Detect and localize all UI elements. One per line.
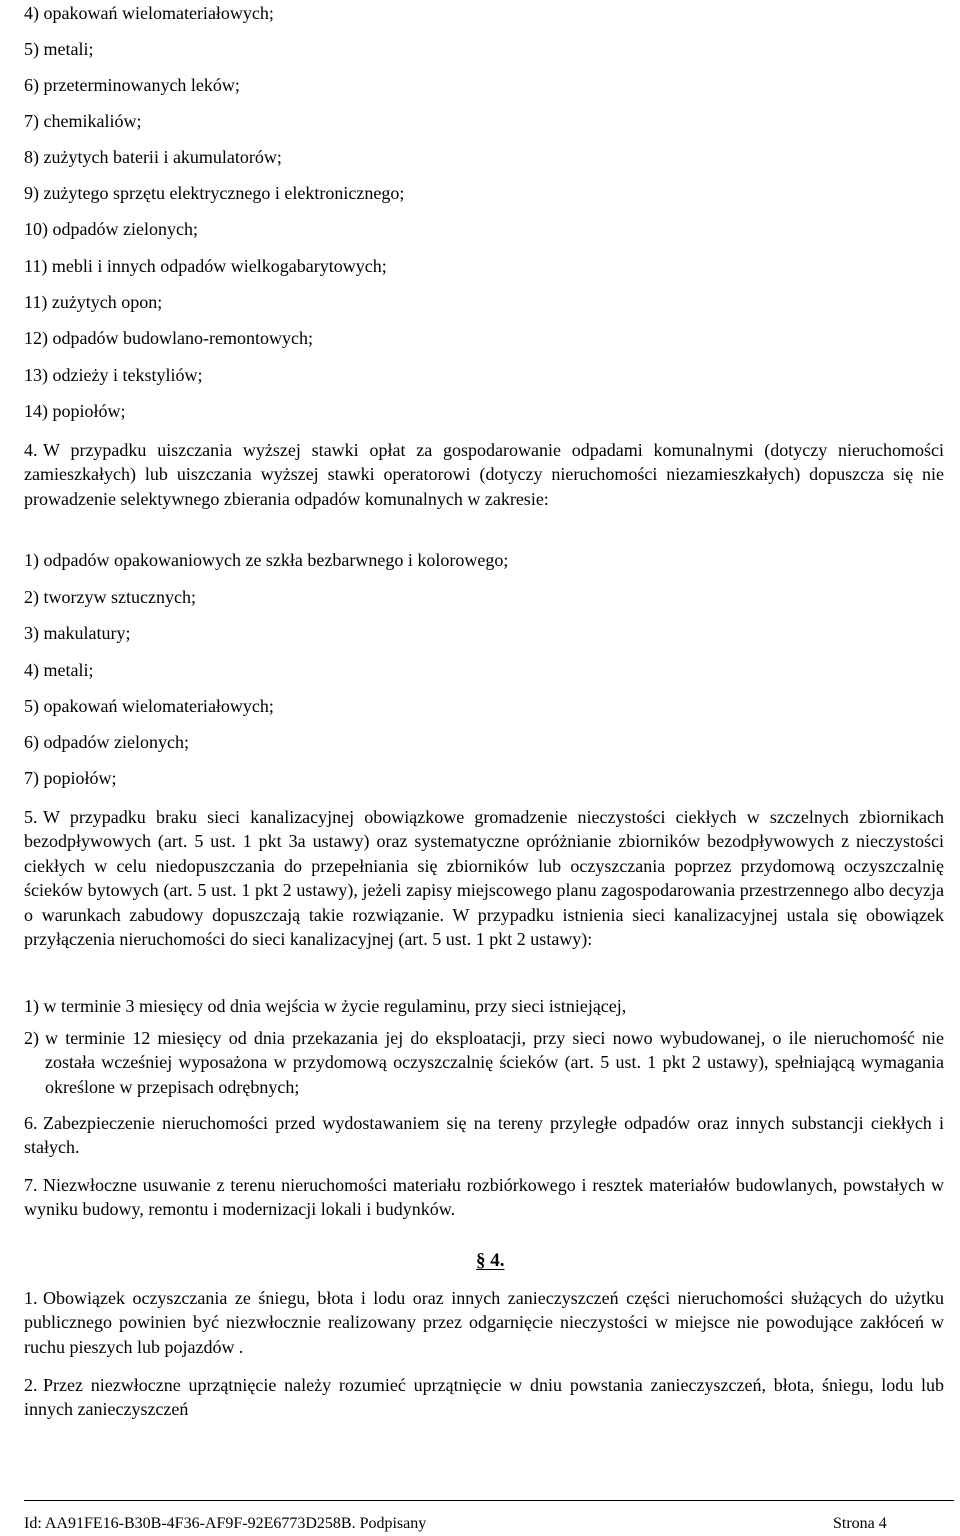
paragraph-number: 1. xyxy=(24,1288,38,1308)
list-item: 3) makulatury; xyxy=(24,623,131,643)
list-item: 11) zużytych opon; xyxy=(24,292,163,312)
paragraph-number: 7. xyxy=(24,1175,38,1195)
paragraph-number: 5. xyxy=(24,807,38,827)
list-item: 10) odpadów zielonych; xyxy=(24,219,198,239)
document-id: Id: AA91FE16-B30B-4F36-AF9F-92E6773D258B. Podpisany xyxy=(24,1515,427,1532)
paragraph-number: 6. xyxy=(24,1113,38,1133)
paragraph-7: Niezwłoczne usuwanie z terenu nieruchomości materiału rozbiórkowego i resztek materiałów budowlanych, powstałych w wyniku budowy, remontu i modernizacji lokali i budynków. xyxy=(24,1175,944,1220)
paragraph-number: 4. xyxy=(24,440,38,460)
list-item: 1) odpadów opakowaniowych ze szkła bezbarwnego i kolorowego; xyxy=(24,550,509,570)
list-item: 5) metali; xyxy=(24,39,94,59)
list-item: 6) odpadów zielonych; xyxy=(24,732,189,752)
list-item: 4) metali; xyxy=(24,660,94,680)
page-number: Strona 4 xyxy=(833,1515,887,1532)
section-title: § 4. xyxy=(476,1250,505,1271)
list-item: 5) opakowań wielomateriałowych; xyxy=(24,696,274,716)
footer-divider xyxy=(24,1500,954,1501)
paragraph-4: W przypadku uiszczania wyższej stawki opłat za gospodarowanie odpadami komunalnymi (dotyczy nieruchomości zamieszkałych) lub uiszczania wyższej stawki operatorowi (dotyczy nieruchomości niezamieszkałych) dopuszcza się nie prowadzenie selektywnego zbierania odpadów komunalnych w zakresie: xyxy=(24,440,944,509)
list-item: 2) tworzyw sztucznych; xyxy=(24,587,196,607)
list-item: 14) popiołów; xyxy=(24,401,126,421)
list-item: 6) przeterminowanych leków; xyxy=(24,75,240,95)
section-paragraph-1: Obowiązek oczyszczania ze śniegu, błota i lodu oraz innych zanieczyszczeń części nieruchomości służących do użytku publicznego powinien być niezwłocznie realizowany przez odgarnięcie nieczystości w miejsce nie powodujące zakłóceń w ruchu pieszych lub pojazdów . xyxy=(24,1288,944,1357)
list-item: 12) odpadów budowlano-remontowych; xyxy=(24,328,313,348)
list-item: 7) chemikaliów; xyxy=(24,111,142,131)
paragraph-number: 2. xyxy=(24,1375,38,1395)
list-item-number: 2) xyxy=(24,1028,39,1048)
list-item: 4) opakowań wielomateriałowych; xyxy=(24,3,274,23)
paragraph-6: Zabezpieczenie nieruchomości przed wydostawaniem się na tereny przyległe odpadów oraz innych substancji ciekłych i stałych. xyxy=(24,1113,944,1158)
section-paragraph-2: Przez niezwłoczne uprzątnięcie należy rozumieć uprzątnięcie w dniu powstania zanieczyszczeń, błota, śniegu, lodu lub innych zanieczyszczeń xyxy=(24,1375,944,1420)
list-item: 11) mebli i innych odpadów wielkogabarytowych; xyxy=(24,256,387,276)
list-item: 13) odzieży i tekstyliów; xyxy=(24,365,203,385)
list-item: 1) w terminie 3 miesięcy od dnia wejścia w życie regulaminu, przy sieci istniejącej, xyxy=(24,996,627,1016)
list-item: 7) popiołów; xyxy=(24,768,117,788)
paragraph-5: W przypadku braku sieci kanalizacyjnej obowiązkowe gromadzenie nieczystości ciekłych w szczelnych zbiornikach bezodpływowych (art. 5 ust. 1 pkt 3a ustawy) oraz systematyczne opróżnianie zbiorników bezodpływowych z nieczystości ciekłych w celu niedopuszczania do przepełniania się zbiorników lub oczyszczania poprzez przydomową oczyszczalnię ścieków bytowych (art. 5 ust. 1 pkt 2 ustawy), jeżeli zapisy miejscowego planu zagospodarowania przestrzennego albo decyzja o warunkach zabudowy dopuszczają takie rozwiązanie. W przypadku istnienia sieci kanalizacyjnej ustala się obowiązek przyłączenia nieruchomości do sieci kanalizacyjnej (art. 5 ust. 1 pkt 2 ustawy): xyxy=(24,807,944,950)
list-item: 8) zużytych baterii i akumulatorów; xyxy=(24,147,282,167)
list-item: w terminie 12 miesięcy od dnia przekazania jej do eksploatacji, przy sieci nowo wybudowanej, o ile nieruchomość nie została wcześniej wyposażona w przydomową oczyszczalnię ścieków (art. 5 ust. 1 pkt 2 ustawy), spełniającą wymagania określone w przepisach odrębnych; xyxy=(45,1028,944,1097)
list-item: 9) zużytego sprzętu elektrycznego i elektronicznego; xyxy=(24,183,405,203)
